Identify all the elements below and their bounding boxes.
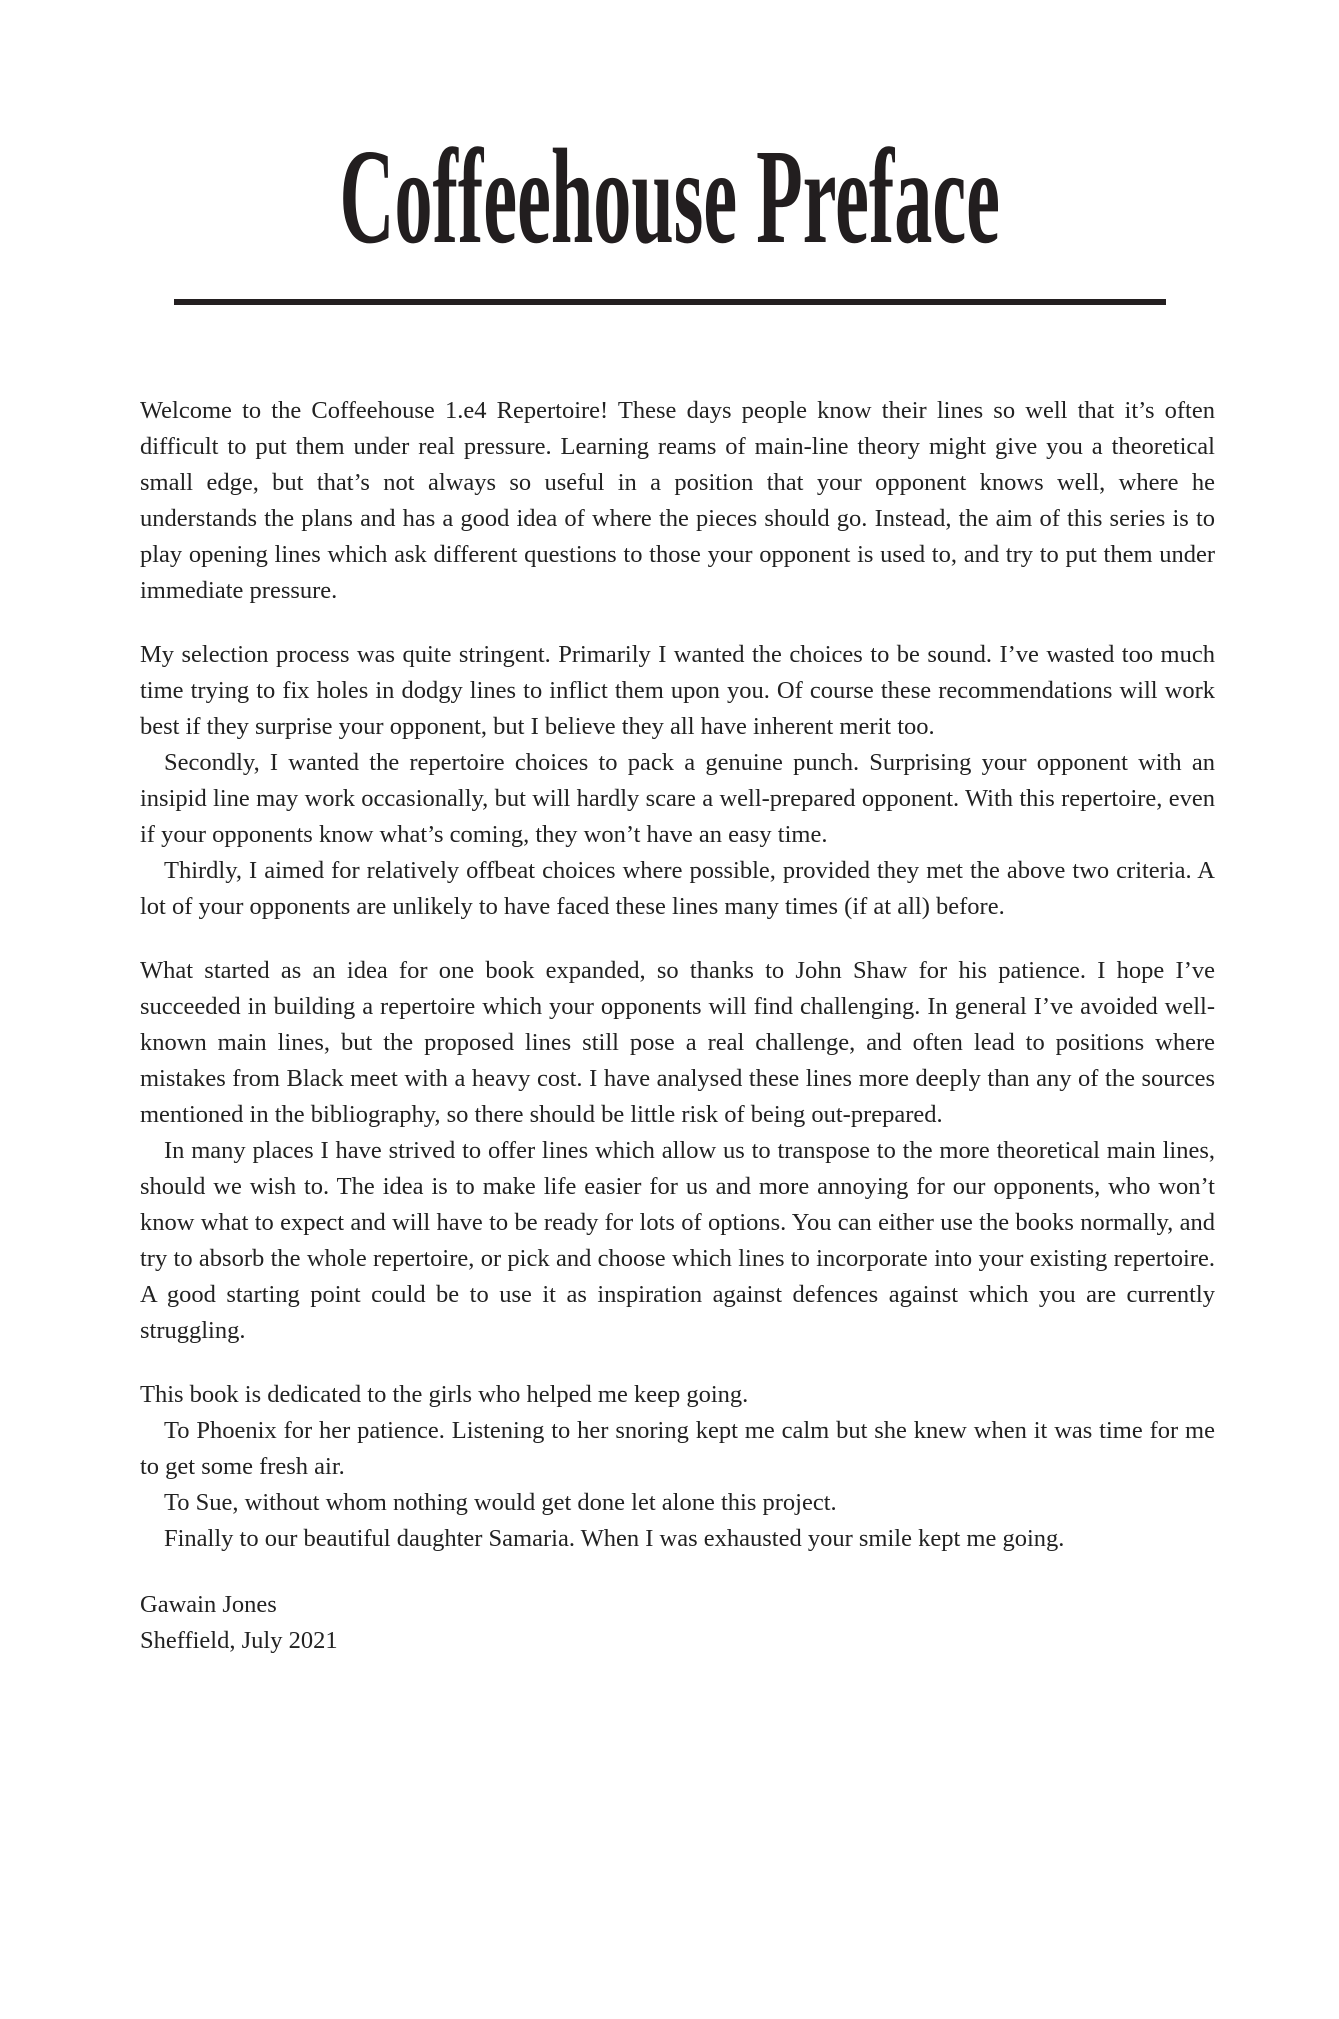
author-name: Gawain Jones (140, 1591, 277, 1618)
paragraph-welcome: Welcome to the Coffeehouse 1.e4 Repertoire! These days people know their lines so well that it’s often difficult to put them under real pressure. Learning reams of main-line theory might give you a theoretical small edge, but that’s not always so useful in a position that your opponent knows well, where he understands the plans and has a good idea of where the pieces should go. Instead, the aim of this series is to play opening lines which ask different questions to those your opponent is used to, and try to put them under immediate pressure. (140, 397, 1215, 604)
title-divider-rule (174, 299, 1166, 305)
page-title-text: Coffeehouse Preface (339, 122, 1000, 272)
paragraph-dedication-phoenix: To Phoenix for her patience. Listening to her snoring kept me calm but she knew when it was time for me to get some fresh air. (140, 1417, 1215, 1480)
paragraph-dedication: This book is dedicated to the girls who helped me keep going. (140, 1381, 749, 1408)
paragraph-selection-process: My selection process was quite stringent. Primarily I wanted the choices to be sound. I’ve wasted too much time trying to fix holes in dodgy lines to inflict them upon you. Of course these recommendations will work best if they surprise your opponent, but I believe they all have inherent merit too. (140, 641, 1215, 740)
page-title (0, 122, 1339, 272)
paragraph-thanks: What started as an idea for one book expanded, so thanks to John Shaw for his patience. I hope I’ve succeeded in building a repertoire which your opponents will find challenging. In general I’ve avoided well-known main lines, but the proposed lines still pose a real challenge, and often lead to positions where mistakes from Black meet with a heavy cost. I have analysed these lines more deeply than any of the sources mentioned in the bibliography, so there should be little risk of being out-prepared. (140, 957, 1215, 1128)
paragraph-thirdly: Thirdly, I aimed for relatively offbeat choices where possible, provided they met the above two criteria. A lot of your opponents are unlikely to have faced these lines many times (if at all) before. (140, 857, 1215, 920)
paragraph-dedication-sue: To Sue, without whom nothing would get done let alone this project. (164, 1489, 837, 1516)
paragraph-transpose: In many places I have strived to offer lines which allow us to transpose to the more theoretical main lines, should we wish to. The idea is to make life easier for us and more annoying for our opponents, who won’t know what to expect and will have to be ready for lots of options. You can either use the books normally, and try to absorb the whole repertoire, or pick and choose which lines to incorporate into your existing repertoire. A good starting point could be to use it as inspiration against defences against which you are currently struggling. (140, 1137, 1215, 1344)
signature-place-date: Sheffield, July 2021 (140, 1627, 338, 1654)
preface-body (140, 393, 1215, 1659)
paragraph-dedication-samaria: Finally to our beautiful daughter Samaria. When I was exhausted your smile kept me going. (164, 1525, 1065, 1552)
signature-block (140, 1587, 1215, 1659)
preface-page (0, 122, 1339, 2019)
paragraph-secondly: Secondly, I wanted the repertoire choices to pack a genuine punch. Surprising your opponent with an insipid line may work occasionally, but will hardly scare a well-prepared opponent. With this repertoire, even if your opponents know what’s coming, they won’t have an easy time. (140, 749, 1215, 848)
